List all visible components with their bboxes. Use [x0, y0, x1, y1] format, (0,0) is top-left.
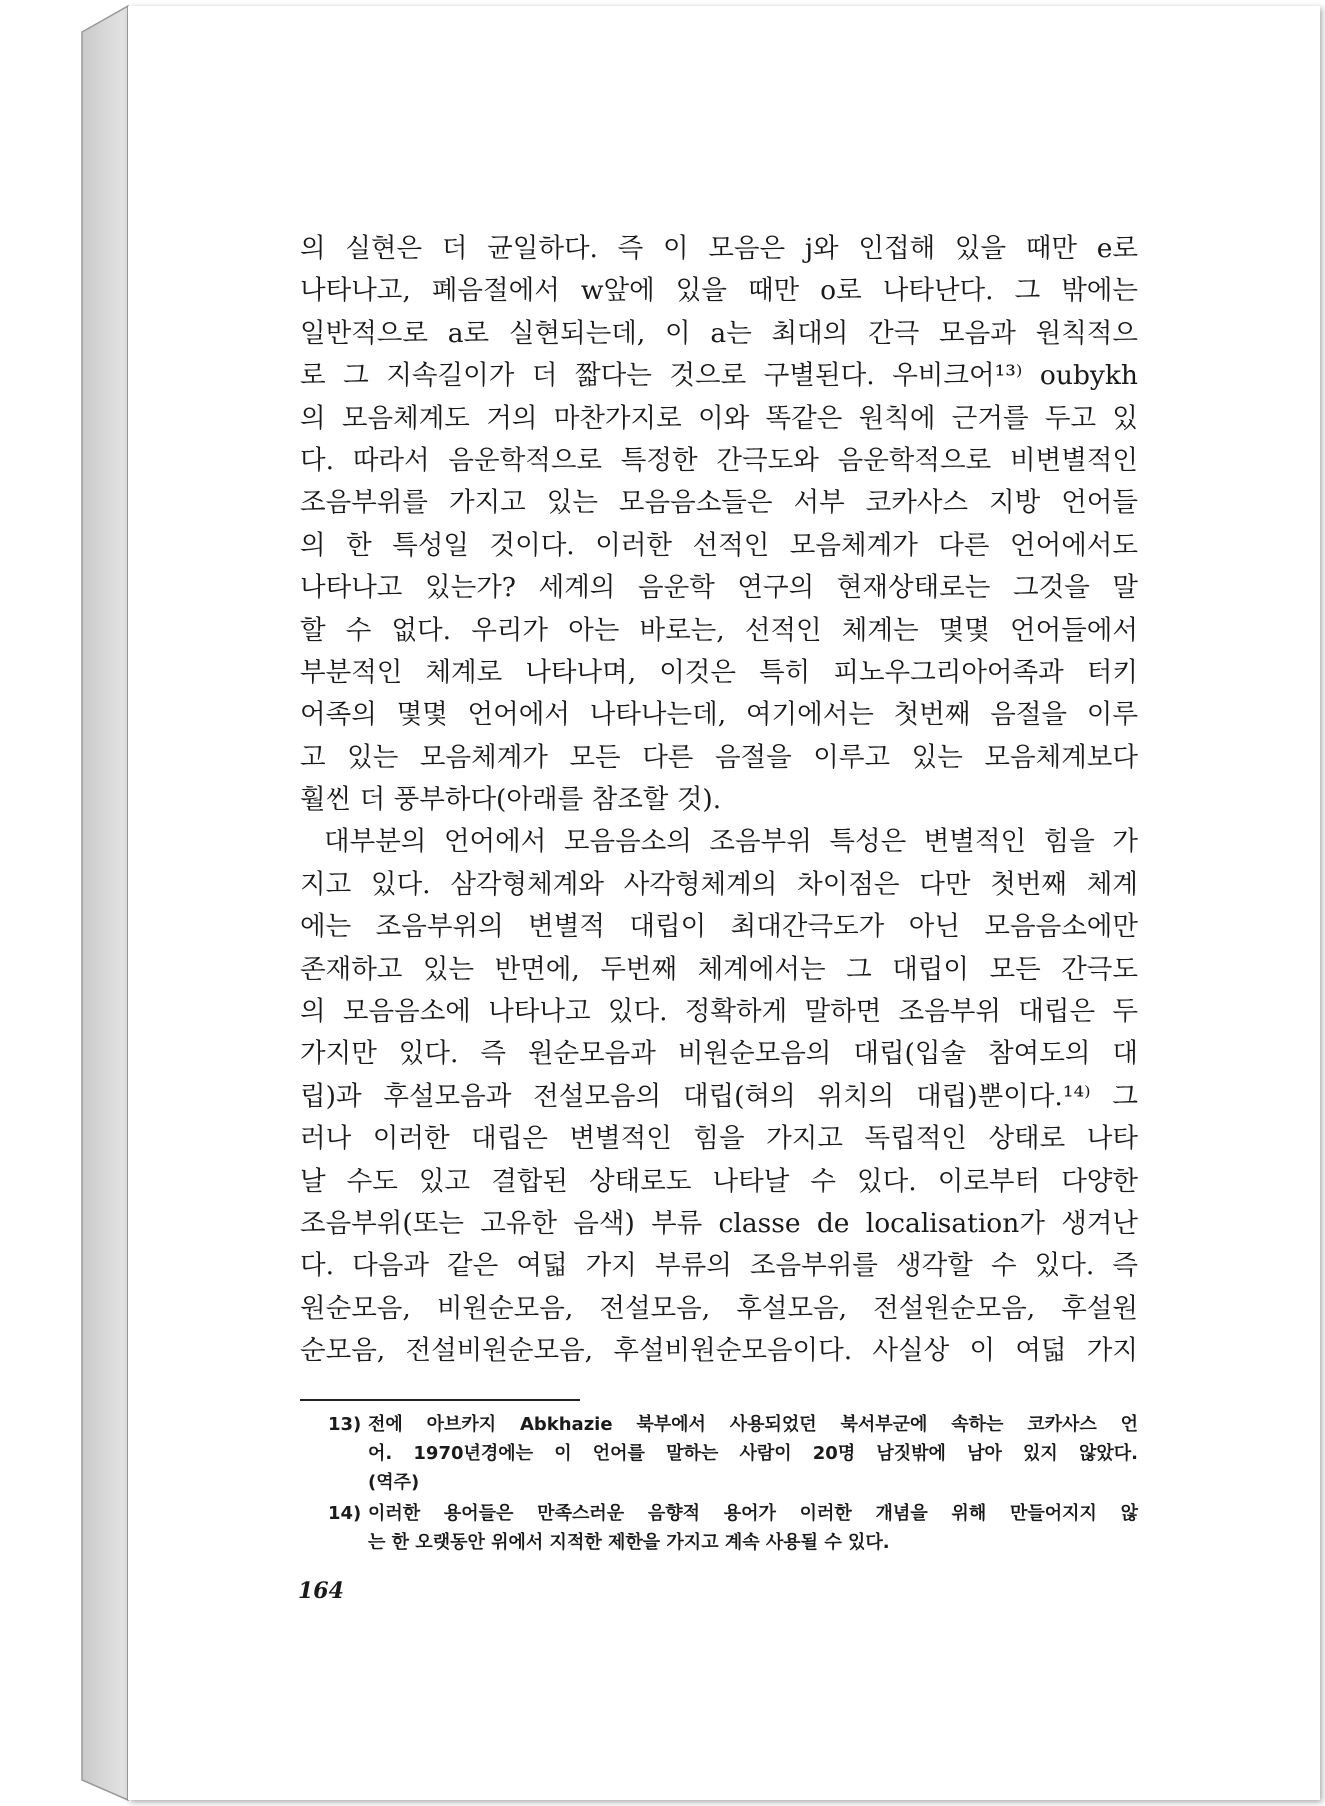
- body-line: 순모음, 전설비원순모음, 후설비원순모음이다. 사실상 이 여덟 가지: [300, 1335, 1138, 1367]
- body-line: 조음부위(또는 고유한 음색) 부류 classe de localisation가 생겨난: [300, 1207, 1138, 1239]
- body-line: 어족의 몇몇 언어에서 나타나는데, 여기에서는 첫번째 음절을 이루: [300, 699, 1138, 731]
- footnote-number: 13): [328, 1414, 362, 1435]
- footnote-line: 는 한 오랫동안 위에서 지적한 제한을 가지고 계속 사용될 수 있다.: [368, 1532, 890, 1553]
- body-line: 일반적으로 a로 실현되는데, 이 a는 최대의 간극 모음과 원칙적으: [300, 317, 1138, 349]
- footnote-line: 이러한 용어들은 만족스러운 음향적 용어가 이러한 개념을 위해 만들어지지 않: [368, 1503, 1138, 1524]
- body-line: 의 모음음소에 나타나고 있다. 정확하게 말하면 조음부위 대립은 두: [300, 996, 1138, 1028]
- body-line: 립)과 후설모음과 전설모음의 대립(혀의 위치의 대립)뿐이다.¹⁴⁾ 그: [300, 1080, 1138, 1112]
- footnote-rule: [300, 1399, 580, 1401]
- body-line: 날 수도 있고 결합된 상태로도 나타날 수 있다. 이로부터 다양한: [300, 1165, 1138, 1197]
- body-line: 가지만 있다. 즉 원순모음과 비원순모음의 대립(입술 참여도의 대: [300, 1038, 1138, 1070]
- body-line: 훨씬 더 풍부하다(아래를 참조할 것).: [300, 784, 722, 816]
- body-line: 고 있는 모음체계가 모든 다른 음절을 이루고 있는 모음체계보다: [300, 741, 1138, 773]
- footnote-line: 어. 1970년경에는 이 언어를 말하는 사람이 20명 남짓밖에 남아 있지 않았다.: [368, 1443, 1138, 1464]
- body-line: 로 그 지속길이가 더 짧다는 것으로 구별된다. 우비크어¹³⁾ oubykh: [300, 360, 1138, 392]
- body-line: 나타나고, 폐음절에서 w앞에 있을 때만 o로 나타난다. 그 밖에는: [300, 275, 1138, 307]
- body-line: 존재하고 있는 반면에, 두번째 체계에서는 그 대립이 모든 간극도: [300, 953, 1138, 985]
- body-text: [300, 228, 1138, 1373]
- body-line: 부분적인 체계로 나타나며, 이것은 특히 피노우그리아어족과 터키: [300, 656, 1138, 688]
- footnote-14: [328, 1499, 1138, 1557]
- body-line: 할 수 없다. 우리가 아는 바로는, 선적인 체계는 몇몇 언어들에서: [300, 614, 1138, 646]
- body-line: 지고 있다. 삼각형체계와 사각형체계의 차이점은 다만 첫번째 체계: [300, 868, 1138, 900]
- body-line: 의 한 특성일 것이다. 이러한 선적인 모음체계가 다른 언어에서도: [300, 529, 1138, 561]
- footnotes: [328, 1410, 1138, 1559]
- footnote-line: 전에 아브카지 Abkhazie 북부에서 사용되었던 북서부군에 속하는 코카사스 언: [368, 1414, 1138, 1435]
- body-line: 대부분의 언어에서 모음음소의 조음부위 특성은 변별적인 힘을 가: [324, 826, 1138, 858]
- body-line: 의 실현은 더 균일하다. 즉 이 모음은 j와 인접해 있을 때만 e로: [300, 233, 1138, 264]
- body-line: 러나 이러한 대립은 변별적인 힘을 가지고 독립적인 상태로 나타: [300, 1123, 1138, 1155]
- page-number: 164: [298, 1578, 344, 1604]
- body-line: 원순모음, 비원순모음, 전설모음, 후설모음, 전설원순모음, 후설원: [300, 1292, 1138, 1324]
- footnote-13: [328, 1410, 1138, 1497]
- body-line: 다. 따라서 음운학적으로 특정한 간극도와 음운학적으로 비변별적인: [300, 444, 1138, 476]
- body-line: 다. 다음과 같은 여덟 가지 부류의 조음부위를 생각할 수 있다. 즉: [300, 1250, 1138, 1282]
- body-line: 의 모음체계도 거의 마찬가지로 이와 똑같은 원칙에 근거를 두고 있: [300, 402, 1138, 434]
- body-line: 조음부위를 가지고 있는 모음음소들은 서부 코카사스 지방 언어들: [300, 487, 1138, 519]
- footnote-number: 14): [328, 1503, 362, 1524]
- body-line: 나타나고 있는가? 세계의 음운학 연구의 현재상태로는 그것을 말: [300, 572, 1138, 604]
- footnote-line: (역주): [368, 1472, 420, 1493]
- body-line: 에는 조음부위의 변별적 대립이 최대간극도가 아닌 모음음소에만: [300, 911, 1138, 943]
